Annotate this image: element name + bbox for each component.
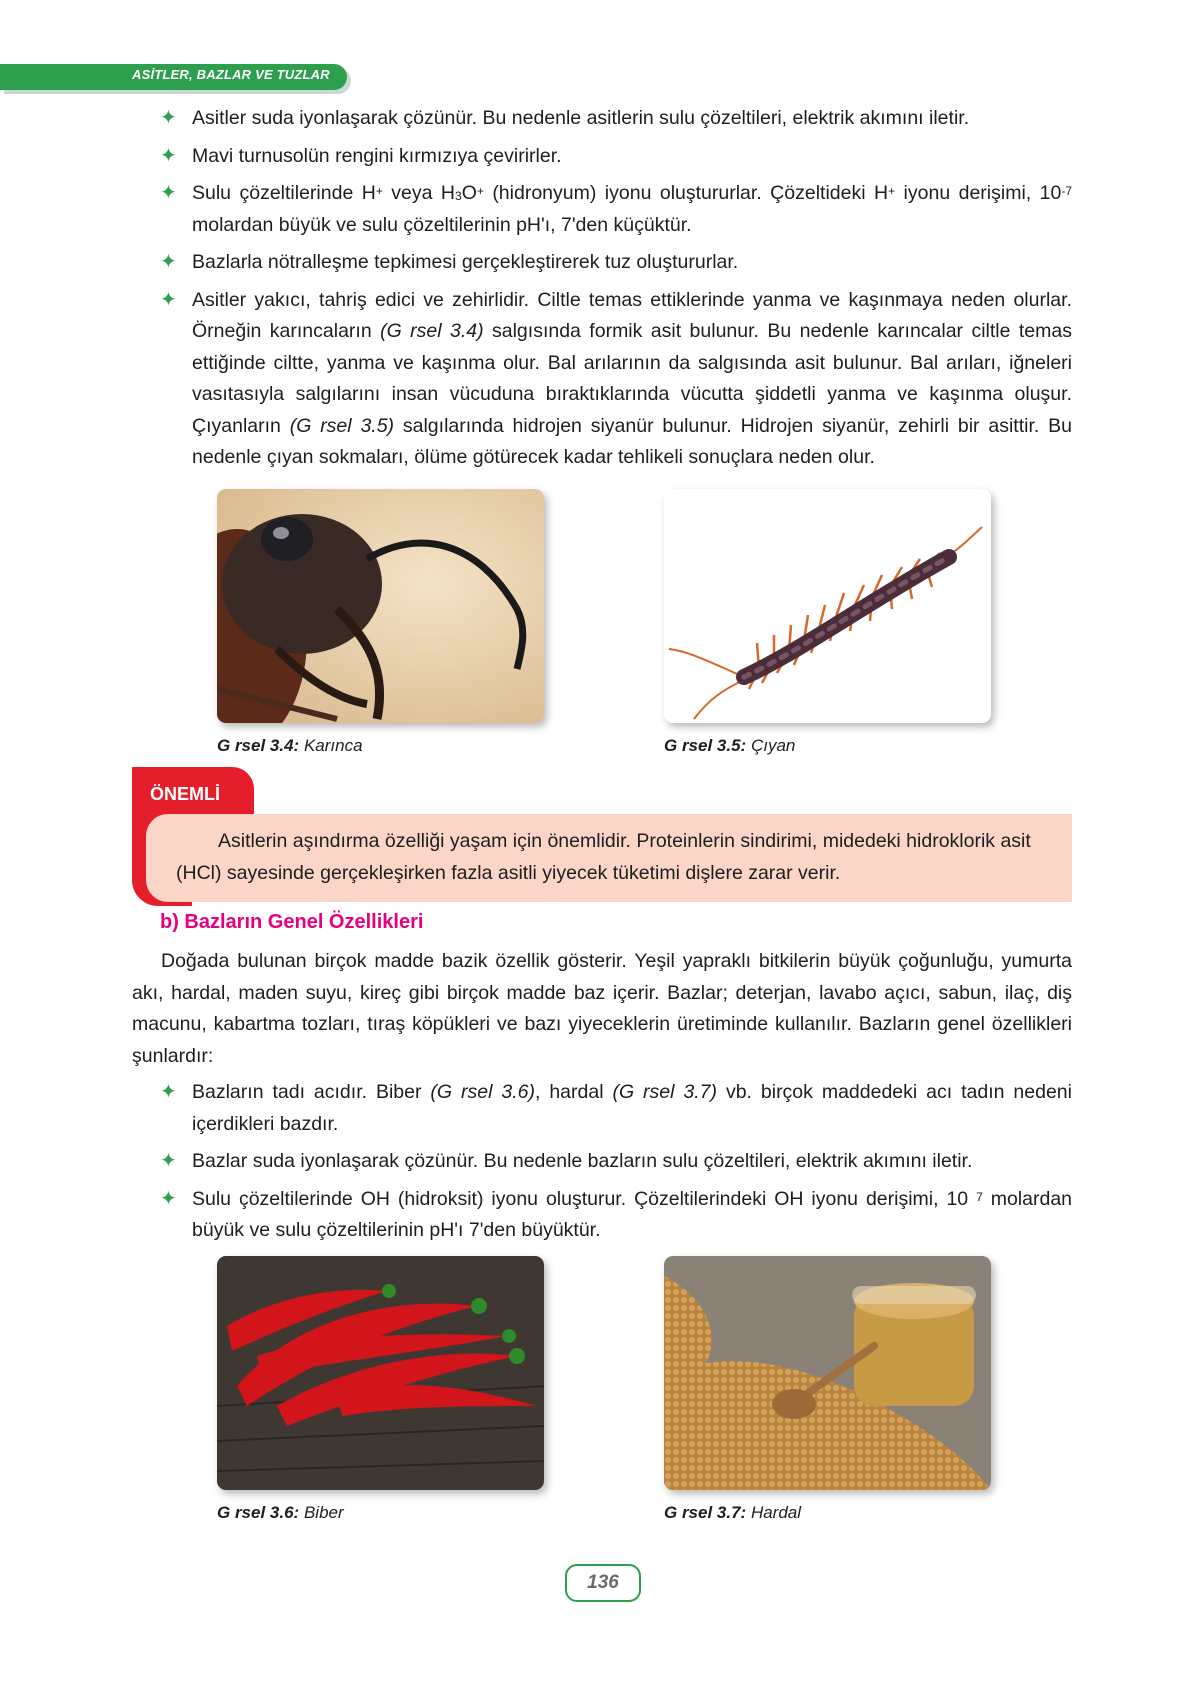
- important-label: ÖNEMLİ: [150, 784, 220, 804]
- base-properties-list: [160, 1077, 1072, 1253]
- figure-caption-3-4: G rsel 3.4: Karınca: [217, 736, 363, 755]
- bullet-star-icon: ✦: [160, 107, 177, 129]
- section-paragraph: Doğada bulunan birçok madde bazik özellik gösterir. Yeşil yapraklı bitkilerin büyük çoğunluğu, yumurta akı, hardal, maden suyu, kireç gibi birçok madde baz içerir. Bazlar; deterjan, lavabo açıcı, sabun, ilaç, diş macunu, kabartma tozları, tıraş köpükleri ve bazı yiyeceklerin üretiminde kullanılır. Bazların genel özellikleri şunlardır:: [132, 950, 1072, 1067]
- list-item: ✦ Bazların tadı acıdır. Biber (G rsel 3.6), hardal (G rsel 3.7) vb. birçok maddedeki acı tadın nedeni içerdikleri bazdır.: [160, 1077, 1072, 1140]
- bullet-star-icon: ✦: [160, 144, 177, 167]
- list-item: ✦ Bazlarla nötralleşme tepkimesi gerçekleştirerek tuz oluştururlar.: [160, 247, 1072, 279]
- bullet-star-icon: ✦: [160, 182, 177, 204]
- centipede-photo: [664, 489, 991, 723]
- list-item: ✦ Asitler suda iyonlaşarak çözünür. Bu nedenle asitlerin sulu çözeltileri, elektrik akımını iletir.: [160, 103, 1072, 135]
- bullet-star-icon: ✦: [160, 1081, 177, 1103]
- bullet-star-icon: ✦: [160, 288, 177, 311]
- pepper-photo: [217, 1256, 544, 1490]
- section-title: b) Bazların Genel Özellikleri: [160, 911, 424, 933]
- bullet-star-icon: ✦: [160, 1187, 177, 1210]
- list-item: ✦ Sulu çözeltilerinde OH (hidroksit) iyonu oluşturur. Çözeltilerindeki OH iyonu derişimi, 10 $^7$ molardan büyük ve sulu çözeltilerinin pH'ı 7'den büyüktür.: [160, 1184, 1072, 1247]
- list-item: ✦ Bazlar suda iyonlaşarak çözünür. Bu nedenle bazların sulu çözeltileri, elektrik akımını iletir.: [160, 1146, 1072, 1178]
- acid-properties-list: [160, 103, 1072, 480]
- figure-caption-3-6: G rsel 3.6: Biber: [217, 1503, 344, 1522]
- figure-caption-3-7: G rsel 3.7: Hardal: [664, 1503, 802, 1522]
- list-item: ✦ Mavi turnusolün rengini kırmızıya çevirirler.: [160, 141, 1072, 173]
- important-text: Asitlerin aşındırma özelliği yaşam için önemlidir. Proteinlerin sindirimi, midedeki hidroklorik asit (HCl) sayesinde gerçekleşirken fazla asitli yiyecek tüketimi dişlere zarar verir.: [176, 830, 1031, 884]
- mustard-photo: [664, 1256, 991, 1490]
- ant-photo: [217, 489, 544, 723]
- chapter-title: ASİTLER, BAZLAR VE TUZLAR: [132, 67, 330, 82]
- bullet-star-icon: ✦: [160, 1150, 177, 1172]
- list-item: ✦ Asitler yakıcı, tahriş edici ve zehirlidir. Ciltle temas ettiklerinde yanma ve kaşınmaya neden olurlar. Örneğin karıncaların (G rsel 3.4) salgısında formik asit bulunur. Bu nedenle karıncalar ciltle temas ettiğinde ciltte, yanma ve kaşınma olur. Bal arılarının da salgısında asit bulunur. Bal arıları, iğneleri vasıtasıyla salgılarını insan vücuduna bıraktıklarında vücutta şiddetli yanma ve kaşınma oluşur. Çıyanların (G rsel 3.5) salgılarında hidrojen siyanür bulunur. Hidrojen siyanür, zehirli bir asittir. Bu nedenle çıyan sokmaları, ölüme götürecek kadar tehlikeli sonuçlara neden olur.: [160, 285, 1072, 474]
- page-number: 136: [587, 1572, 619, 1593]
- figure-caption-3-5: G rsel 3.5: Çıyan: [664, 736, 796, 755]
- list-item: ✦ Sulu çözeltilerinde H+ veya $H_3O^+$ (hidronyum) iyonu oluştururlar. Çözeltideki H+ iyonu derişimi, $10^{-7}$ molardan büyük ve sulu çözeltilerinin pH'ı, 7'den küçüktür.: [160, 178, 1072, 241]
- bullet-star-icon: ✦: [160, 251, 177, 273]
